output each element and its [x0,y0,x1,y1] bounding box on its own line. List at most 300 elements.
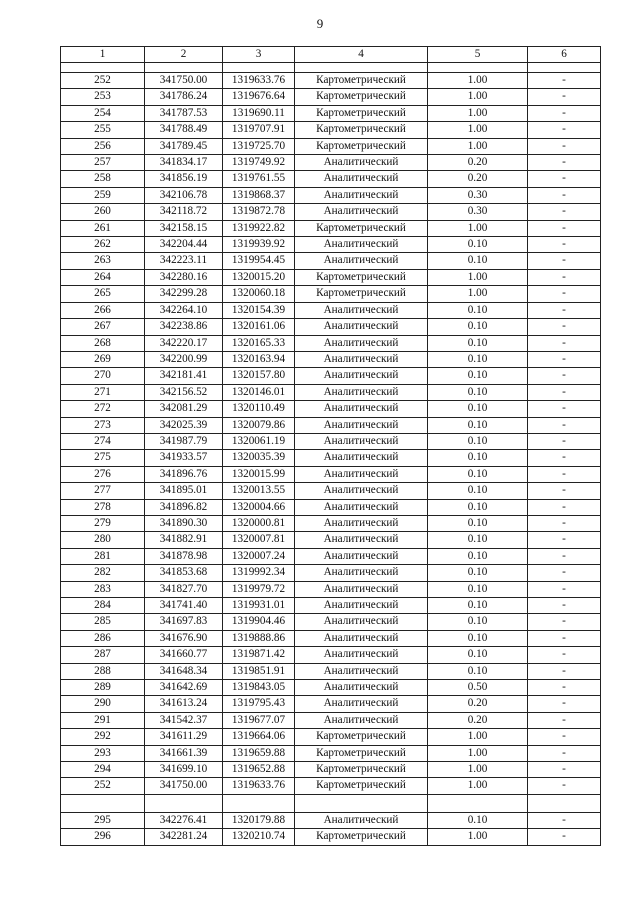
x-coordinate-cell: 341786.24 [145,89,223,105]
point-number-cell: 288 [61,663,145,679]
accuracy-cell: 0.10 [428,302,528,318]
x-coordinate-cell: 341542.37 [145,712,223,728]
note-cell: - [528,122,601,138]
method-cell: Аналитический [295,237,428,253]
method-cell: Аналитический [295,680,428,696]
x-coordinate-cell: 342299.28 [145,286,223,302]
y-coordinate-cell: 1319664.06 [223,729,295,745]
point-number-cell: 271 [61,384,145,400]
note-cell: - [528,335,601,351]
y-coordinate-cell: 1319954.45 [223,253,295,269]
x-coordinate-cell: 341660.77 [145,647,223,663]
empty-cell [61,794,145,812]
method-cell: Аналитический [295,515,428,531]
y-coordinate-cell: 1319749.92 [223,155,295,171]
x-coordinate-cell: 341676.90 [145,630,223,646]
column-header-4: 4 [295,47,428,63]
note-cell: - [528,237,601,253]
y-coordinate-cell: 1319931.01 [223,598,295,614]
accuracy-cell: 0.10 [428,598,528,614]
method-cell: Картометрический [295,269,428,285]
x-coordinate-cell: 341787.53 [145,105,223,121]
accuracy-cell: 1.00 [428,220,528,236]
note-cell: - [528,712,601,728]
x-coordinate-cell: 341895.01 [145,483,223,499]
column-header-6: 6 [528,47,601,63]
point-number-cell: 272 [61,401,145,417]
accuracy-cell: 1.00 [428,778,528,794]
accuracy-cell: 1.00 [428,89,528,105]
method-cell: Аналитический [295,384,428,400]
note-cell: - [528,253,601,269]
blank-row [61,63,601,73]
empty-cell [295,794,428,812]
x-coordinate-cell: 341699.10 [145,762,223,778]
table-row [61,302,601,318]
y-coordinate-cell: 1320035.39 [223,450,295,466]
point-number-cell: 268 [61,335,145,351]
table-row [61,680,601,696]
method-cell: Аналитический [295,532,428,548]
y-coordinate-cell: 1320000.81 [223,515,295,531]
y-coordinate-cell: 1320079.86 [223,417,295,433]
table-row [61,433,601,449]
note-cell: - [528,647,601,663]
note-cell: - [528,466,601,482]
note-cell: - [528,515,601,531]
y-coordinate-cell: 1320110.49 [223,401,295,417]
accuracy-cell: 1.00 [428,138,528,154]
method-cell: Аналитический [295,565,428,581]
table-row [61,253,601,269]
table-row [61,138,601,154]
y-coordinate-cell: 1320015.99 [223,466,295,482]
note-cell: - [528,302,601,318]
note-cell: - [528,598,601,614]
y-coordinate-cell: 1320161.06 [223,319,295,335]
method-cell: Аналитический [295,663,428,679]
point-number-cell: 264 [61,269,145,285]
y-coordinate-cell: 1320165.33 [223,335,295,351]
note-cell: - [528,483,601,499]
point-number-cell: 282 [61,565,145,581]
note-cell: - [528,401,601,417]
x-coordinate-cell: 341896.82 [145,499,223,515]
y-coordinate-cell: 1319690.11 [223,105,295,121]
table-row [61,548,601,564]
point-number-cell: 255 [61,122,145,138]
y-coordinate-cell: 1320154.39 [223,302,295,318]
note-cell: - [528,614,601,630]
point-number-cell: 295 [61,812,145,828]
table-row [61,319,601,335]
accuracy-cell: 0.10 [428,450,528,466]
x-coordinate-cell: 341788.49 [145,122,223,138]
method-cell: Аналитический [295,548,428,564]
table-row [61,598,601,614]
table-row [61,829,601,845]
table-row [61,269,601,285]
note-cell: - [528,581,601,597]
note-cell: - [528,548,601,564]
y-coordinate-cell: 1320060.18 [223,286,295,302]
method-cell: Аналитический [295,351,428,367]
y-coordinate-cell: 1320157.80 [223,368,295,384]
accuracy-cell: 1.00 [428,286,528,302]
accuracy-cell: 0.10 [428,237,528,253]
x-coordinate-cell: 341856.19 [145,171,223,187]
method-cell: Аналитический [295,450,428,466]
accuracy-cell: 0.10 [428,499,528,515]
table-row [61,417,601,433]
note-cell: - [528,696,601,712]
point-number-cell: 284 [61,598,145,614]
point-number-cell: 273 [61,417,145,433]
empty-cell [528,63,601,73]
note-cell: - [528,384,601,400]
x-coordinate-cell: 342106.78 [145,187,223,203]
x-coordinate-cell: 341789.45 [145,138,223,154]
accuracy-cell: 0.10 [428,565,528,581]
note-cell: - [528,829,601,845]
accuracy-cell: 0.10 [428,614,528,630]
y-coordinate-cell: 1319633.76 [223,73,295,89]
method-cell: Аналитический [295,433,428,449]
method-cell: Картометрический [295,829,428,845]
empty-cell [295,63,428,73]
point-number-cell: 260 [61,204,145,220]
column-header-5: 5 [428,47,528,63]
y-coordinate-cell: 1320013.55 [223,483,295,499]
table-row [61,630,601,646]
y-coordinate-cell: 1319761.55 [223,171,295,187]
y-coordinate-cell: 1320004.66 [223,499,295,515]
note-cell: - [528,187,601,203]
accuracy-cell: 0.20 [428,712,528,728]
accuracy-cell: 0.10 [428,647,528,663]
page-number: 9 [316,16,324,31]
accuracy-cell: 0.10 [428,581,528,597]
method-cell: Аналитический [295,302,428,318]
accuracy-cell: 1.00 [428,122,528,138]
point-number-cell: 267 [61,319,145,335]
x-coordinate-cell: 342181.41 [145,368,223,384]
table-row [61,335,601,351]
coordinates-table [60,46,601,846]
method-cell: Аналитический [295,401,428,417]
accuracy-cell: 0.10 [428,417,528,433]
x-coordinate-cell: 341741.40 [145,598,223,614]
point-number-cell: 289 [61,680,145,696]
point-number-cell: 277 [61,483,145,499]
accuracy-cell: 0.10 [428,548,528,564]
method-cell: Картометрический [295,89,428,105]
empty-cell [145,63,223,73]
point-number-cell: 286 [61,630,145,646]
table-row [61,499,601,515]
note-cell: - [528,450,601,466]
accuracy-cell: 0.50 [428,680,528,696]
accuracy-cell: 0.10 [428,630,528,646]
method-cell: Аналитический [295,598,428,614]
x-coordinate-cell: 342204.44 [145,237,223,253]
empty-cell [528,794,601,812]
method-cell: Аналитический [295,581,428,597]
accuracy-cell: 1.00 [428,269,528,285]
table-row [61,384,601,400]
note-cell: - [528,269,601,285]
x-coordinate-cell: 342156.52 [145,384,223,400]
table-row [61,466,601,482]
method-cell: Аналитический [295,499,428,515]
table-row [61,73,601,89]
method-cell: Аналитический [295,171,428,187]
y-coordinate-cell: 1319707.91 [223,122,295,138]
x-coordinate-cell: 341834.17 [145,155,223,171]
note-cell: - [528,105,601,121]
method-cell: Аналитический [295,319,428,335]
table-row [61,351,601,367]
note-cell: - [528,417,601,433]
table-row [61,532,601,548]
y-coordinate-cell: 1319871.42 [223,647,295,663]
table-row [61,204,601,220]
accuracy-cell: 1.00 [428,829,528,845]
point-number-cell: 261 [61,220,145,236]
table-row [61,696,601,712]
note-cell: - [528,745,601,761]
y-coordinate-cell: 1319677.07 [223,712,295,728]
accuracy-cell: 0.20 [428,155,528,171]
table-row [61,105,601,121]
note-cell: - [528,171,601,187]
table-body [61,63,601,846]
table-row [61,745,601,761]
accuracy-cell: 0.10 [428,532,528,548]
table-row [61,220,601,236]
accuracy-cell: 0.10 [428,515,528,531]
empty-cell [61,63,145,73]
accuracy-cell: 0.30 [428,204,528,220]
header-row [61,47,601,63]
table-row [61,187,601,203]
note-cell: - [528,89,601,105]
table-row [61,286,601,302]
accuracy-cell: 0.10 [428,335,528,351]
accuracy-cell: 0.10 [428,368,528,384]
method-cell: Картометрический [295,745,428,761]
point-number-cell: 294 [61,762,145,778]
y-coordinate-cell: 1320179.88 [223,812,295,828]
note-cell: - [528,680,601,696]
method-cell: Аналитический [295,812,428,828]
empty-cell [145,794,223,812]
method-cell: Аналитический [295,253,428,269]
method-cell: Картометрический [295,105,428,121]
method-cell: Аналитический [295,417,428,433]
method-cell: Картометрический [295,778,428,794]
method-cell: Аналитический [295,155,428,171]
method-cell: Аналитический [295,466,428,482]
point-number-cell: 254 [61,105,145,121]
point-number-cell: 270 [61,368,145,384]
x-coordinate-cell: 341878.98 [145,548,223,564]
y-coordinate-cell: 1320007.24 [223,548,295,564]
method-cell: Аналитический [295,187,428,203]
method-cell: Аналитический [295,696,428,712]
method-cell: Аналитический [295,647,428,663]
note-cell: - [528,351,601,367]
method-cell: Картометрический [295,138,428,154]
y-coordinate-cell: 1320015.20 [223,269,295,285]
x-coordinate-cell: 342200.99 [145,351,223,367]
note-cell: - [528,729,601,745]
x-coordinate-cell: 342276.41 [145,812,223,828]
x-coordinate-cell: 342118.72 [145,204,223,220]
x-coordinate-cell: 342081.29 [145,401,223,417]
point-number-cell: 293 [61,745,145,761]
method-cell: Аналитический [295,368,428,384]
point-number-cell: 265 [61,286,145,302]
x-coordinate-cell: 341648.34 [145,663,223,679]
table-row [61,483,601,499]
point-number-cell: 291 [61,712,145,728]
table-row [61,663,601,679]
note-cell: - [528,433,601,449]
empty-cell [223,63,295,73]
y-coordinate-cell: 1320146.01 [223,384,295,400]
x-coordinate-cell: 341750.00 [145,778,223,794]
accuracy-cell: 0.10 [428,663,528,679]
method-cell: Картометрический [295,762,428,778]
x-coordinate-cell: 341896.76 [145,466,223,482]
note-cell: - [528,286,601,302]
table-row [61,762,601,778]
point-number-cell: 285 [61,614,145,630]
x-coordinate-cell: 341827.70 [145,581,223,597]
point-number-cell: 274 [61,433,145,449]
point-number-cell: 275 [61,450,145,466]
note-cell: - [528,155,601,171]
method-cell: Аналитический [295,335,428,351]
x-coordinate-cell: 342158.15 [145,220,223,236]
y-coordinate-cell: 1319872.78 [223,204,295,220]
table-row [61,155,601,171]
point-number-cell: 292 [61,729,145,745]
table-row [61,171,601,187]
point-number-cell: 276 [61,466,145,482]
accuracy-cell: 1.00 [428,73,528,89]
x-coordinate-cell: 341642.69 [145,680,223,696]
accuracy-cell: 0.10 [428,384,528,400]
point-number-cell: 252 [61,73,145,89]
x-coordinate-cell: 342280.16 [145,269,223,285]
table-row [61,778,601,794]
y-coordinate-cell: 1319652.88 [223,762,295,778]
method-cell: Аналитический [295,712,428,728]
table-row [61,89,601,105]
method-cell: Картометрический [295,122,428,138]
accuracy-cell: 0.10 [428,401,528,417]
x-coordinate-cell: 341987.79 [145,433,223,449]
point-number-cell: 263 [61,253,145,269]
y-coordinate-cell: 1320007.81 [223,532,295,548]
table-row [61,614,601,630]
y-coordinate-cell: 1319888.86 [223,630,295,646]
point-number-cell: 259 [61,187,145,203]
note-cell: - [528,204,601,220]
y-coordinate-cell: 1319904.46 [223,614,295,630]
point-number-cell: 257 [61,155,145,171]
empty-cell [428,794,528,812]
y-coordinate-cell: 1319676.64 [223,89,295,105]
note-cell: - [528,368,601,384]
table-row [61,401,601,417]
point-number-cell: 252 [61,778,145,794]
accuracy-cell: 0.20 [428,696,528,712]
table-row [61,368,601,384]
x-coordinate-cell: 341613.24 [145,696,223,712]
note-cell: - [528,319,601,335]
y-coordinate-cell: 1319979.72 [223,581,295,597]
table-row [61,237,601,253]
x-coordinate-cell: 341750.00 [145,73,223,89]
point-number-cell: 281 [61,548,145,564]
method-cell: Аналитический [295,614,428,630]
x-coordinate-cell: 342264.10 [145,302,223,318]
table-row [61,812,601,828]
y-coordinate-cell: 1319843.05 [223,680,295,696]
point-number-cell: 290 [61,696,145,712]
x-coordinate-cell: 342238.86 [145,319,223,335]
y-coordinate-cell: 1319725.70 [223,138,295,154]
column-header-2: 2 [145,47,223,63]
column-header-1: 1 [61,47,145,63]
note-cell: - [528,762,601,778]
note-cell: - [528,220,601,236]
point-number-cell: 283 [61,581,145,597]
accuracy-cell: 1.00 [428,729,528,745]
note-cell: - [528,138,601,154]
x-coordinate-cell: 341853.68 [145,565,223,581]
accuracy-cell: 0.10 [428,319,528,335]
x-coordinate-cell: 342025.39 [145,417,223,433]
blank-row [61,794,601,812]
x-coordinate-cell: 341661.39 [145,745,223,761]
x-coordinate-cell: 342220.17 [145,335,223,351]
accuracy-cell: 0.10 [428,433,528,449]
accuracy-cell: 0.30 [428,187,528,203]
accuracy-cell: 1.00 [428,105,528,121]
y-coordinate-cell: 1319795.43 [223,696,295,712]
note-cell: - [528,778,601,794]
method-cell: Картометрический [295,286,428,302]
x-coordinate-cell: 341890.30 [145,515,223,531]
point-number-cell: 279 [61,515,145,531]
note-cell: - [528,630,601,646]
note-cell: - [528,663,601,679]
point-number-cell: 253 [61,89,145,105]
x-coordinate-cell: 341933.57 [145,450,223,466]
note-cell: - [528,73,601,89]
note-cell: - [528,532,601,548]
accuracy-cell: 0.10 [428,483,528,499]
y-coordinate-cell: 1319992.34 [223,565,295,581]
table-row [61,565,601,581]
x-coordinate-cell: 341611.29 [145,729,223,745]
point-number-cell: 258 [61,171,145,187]
table-row [61,729,601,745]
